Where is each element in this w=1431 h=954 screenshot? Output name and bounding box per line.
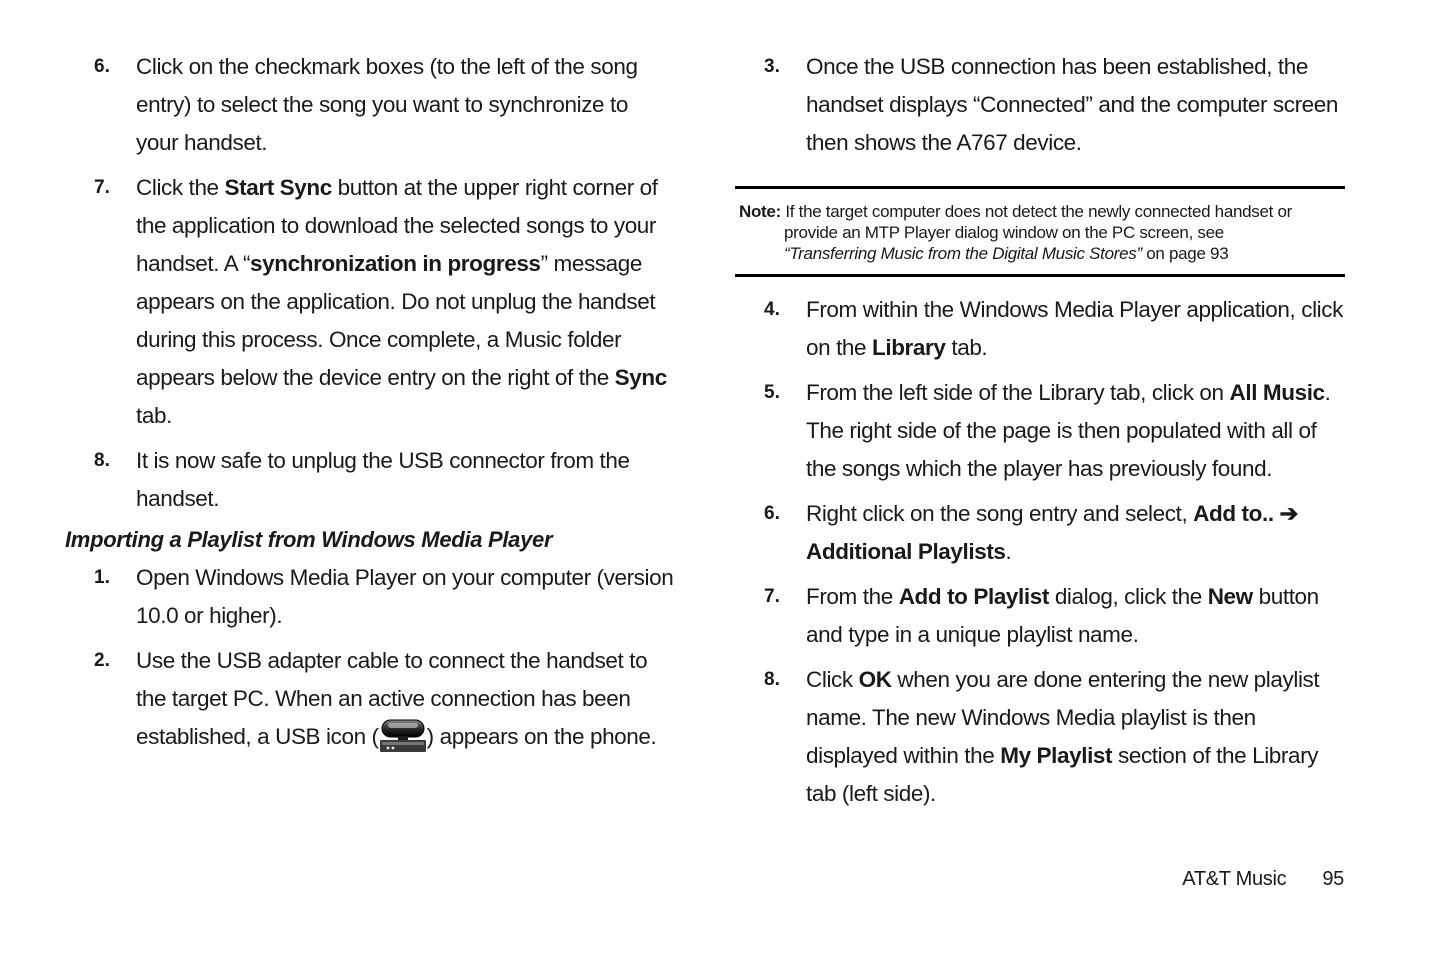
step-number: 6. — [94, 56, 110, 77]
all-music-label: All Music — [1229, 380, 1325, 405]
text-run: ) appears on the phone. — [426, 724, 657, 749]
note-line-2: provide an MTP Player dialog window on the PC screen, see — [784, 223, 1224, 242]
step-7-left — [65, 169, 675, 435]
step-text — [806, 380, 1331, 481]
step-3-right — [735, 48, 1345, 162]
sync-tab-label: Sync — [614, 365, 667, 390]
step-text — [806, 667, 1319, 806]
text-run: section of the Library tab (left side). — [806, 743, 1319, 806]
page-footer — [1182, 868, 1344, 891]
step-text — [136, 175, 667, 428]
note-box — [735, 186, 1345, 277]
sync-progress-label: synchronization in progress — [250, 251, 541, 276]
step-6-right — [735, 495, 1345, 571]
library-label: Library — [872, 335, 946, 360]
text-run: From within the Windows Media Player application, click on the — [806, 297, 1343, 360]
step-text: Open Windows Media Player on your computer (version 10.0 or higher). — [136, 565, 674, 628]
step-5-right — [735, 374, 1345, 488]
step-8-left — [65, 442, 675, 518]
text-run: From the — [806, 584, 899, 609]
text-run: Use the USB adapter cable to connect the handset to the target PC. When an active connection has been established, a USB icon ( — [136, 648, 648, 749]
right-column — [735, 48, 1345, 820]
text-run: . — [1005, 539, 1012, 564]
step-text — [136, 648, 656, 749]
step-number: 1. — [94, 567, 110, 588]
section-heading: Importing a Playlist from Windows Media Player — [65, 527, 553, 552]
step-number: 7. — [764, 586, 780, 607]
footer-section-title: AT&T Music — [1182, 868, 1287, 890]
text-run: . The right side of the page is then populated with all of the songs which the player has previously found. — [806, 380, 1331, 481]
step-text — [806, 297, 1343, 360]
step-number: 6. — [764, 503, 780, 524]
step-2-left — [65, 642, 675, 756]
text-run: Click the — [136, 175, 225, 200]
note-line-1: If the target computer does not detect the newly connected handset or — [780, 202, 1293, 221]
text-run: ” message appears on the application. Do not unplug the handset during this process. Once complete, a Music folder appears below the device entry on the right of the — [136, 251, 656, 390]
step-text — [806, 584, 1319, 647]
text-run: Right click on the song entry and select, — [806, 501, 1194, 526]
left-column — [65, 48, 675, 763]
text-run: button at the upper right corner of the application to download the selected songs to your handset. A “ — [136, 175, 658, 276]
step-number: 8. — [94, 450, 110, 471]
add-to-playlists-label: Add to.. ➔ Additional Playlists — [806, 501, 1299, 564]
usb-connection-icon — [379, 719, 427, 753]
step-number: 2. — [94, 650, 110, 671]
start-sync-label: Start Sync — [224, 175, 332, 200]
text-run: From the left side of the Library tab, click on — [806, 380, 1230, 405]
page-number: 95 — [1322, 868, 1344, 890]
step-1-left — [65, 559, 675, 635]
step-number: 7. — [94, 177, 110, 198]
step-number: 4. — [764, 299, 780, 320]
text-run: Click — [806, 667, 859, 692]
text-run: tab. — [945, 335, 988, 360]
step-text — [806, 501, 1298, 564]
step-text: It is now safe to unplug the USB connector from the handset. — [136, 448, 630, 511]
note-label: Note: — [739, 202, 781, 221]
step-text: Once the USB connection has been established, the handset displays “Connected” and the computer screen then shows the A767 device. — [806, 54, 1339, 155]
add-to-playlist-label: Add to Playlist — [898, 584, 1049, 609]
note-page-ref: on page 93 — [1141, 244, 1229, 263]
step-4-right — [735, 291, 1345, 367]
text-run: when you are done entering the new playlist name. The new Windows Media playlist is then displayed within the — [806, 667, 1320, 768]
ok-label: OK — [858, 667, 892, 692]
step-8-right — [735, 661, 1345, 813]
note-reference: “Transferring Music from the Digital Music Stores” — [784, 244, 1142, 263]
note-line-3 — [739, 243, 1341, 264]
text-run: tab. — [136, 403, 172, 428]
step-number: 8. — [764, 669, 780, 690]
step-7-right — [735, 578, 1345, 654]
my-playlist-label: My Playlist — [1000, 743, 1113, 768]
text-run: button and type in a unique playlist name. — [806, 584, 1319, 647]
step-text: Click on the checkmark boxes (to the left of the song entry) to select the song you want to synchronize to your handset. — [136, 54, 638, 155]
step-6-left — [65, 48, 675, 162]
step-number: 5. — [764, 382, 780, 403]
new-button-label: New — [1207, 584, 1253, 609]
step-number: 3. — [764, 56, 780, 77]
text-run: dialog, click the — [1048, 584, 1208, 609]
